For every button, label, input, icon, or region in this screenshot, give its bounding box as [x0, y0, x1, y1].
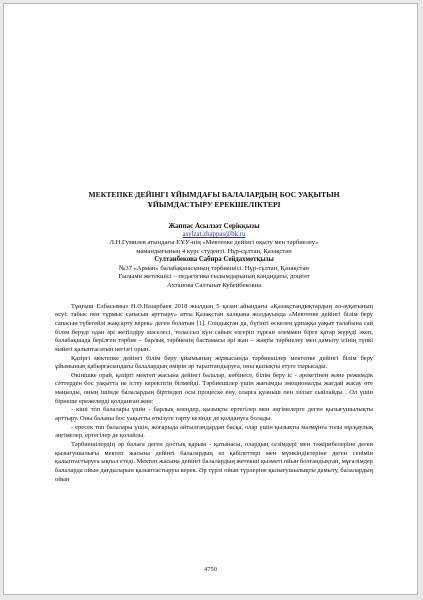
- body-text: [55, 303, 373, 485]
- document-content: [55, 190, 373, 484]
- title-line-2: ҰЙЫМДАСТЫРУ ЕРЕКШЕЛІКТЕРІ: [147, 200, 281, 209]
- affiliation-1-line-1: Л.Н.Гумилев атындағы ЕҰУ-нің «Мектепке дейінгі оқыту мен тәрбиелеу»: [109, 239, 319, 246]
- paragraph-2: Қазіргі мектепке дейінгі білім беру ұйымының жұмысында тәрбиешілер мектепке дейінгі білім беру ұйымының қабырғасындағы балалардың өмірін әр тараптандыруға, оны қызықты етуге тырысады.: [55, 354, 373, 371]
- paragraph-3: Өкінішке орай, қазіргі мектеп жасына дейінгі балалар, көбінесе, білім беру іс - әрекетінен және режимдік сәттерден бос уақытта не істеу керектігін білмейді. Тәрбиешілер үшін жағымды эмоционалды жағдай жасау өте маңызды, оның ішінде балалардың біртіндеп осы процеске ену, оларға қуаныш пен ләззат сыйлайды . Ол үшін бірнеше ережелерді қолданған жөн:: [55, 371, 373, 405]
- paragraph-4: - кіші топ балалары үшін - барлық өлеңдер, қызықты ертегілер мен әңгімелерге деген қызығушылықты арттыру. Оны баланы бос уақытты өткізуге тарту кезінде де қолдануға болады.: [55, 406, 373, 423]
- author-name-1: Жаппас Асылзат Серікқызы: [168, 222, 260, 230]
- affiliation-1-line-2: мамандығының 4 курс студенті. Нұр-сұлтан, Қазақстан: [136, 247, 292, 255]
- paragraph-6: Тәрбиешілердің әр балаға деген достық қарым - қатынасы, олардың сезімдері мен тәжірибелеріне деген қызығушылығы мектеп жасына дейінгі балалардың өз қабілеттері мен мүмкіндіктеріне деген сенімін қалыптастыруға ықпал етеді. Мектеп жасына дейінгі балалардың жетекші қызметі ойын болғандықтан, мұғалімдер балаларда ойын дағдыларын қалыптастыруы керек. Әр түрлі ойын түрлеріне қызығушылықты дамыту, балалардың ойын: [55, 441, 373, 483]
- page-number: 4750: [204, 566, 217, 573]
- affiliation-2-line-1: №37 «Арман» балабақшасының тәрбиешісі. Нұр-сұлтан, Қазақстан: [119, 264, 309, 272]
- author-email-link[interactable]: asylzat.zhappas@bk.ru: [182, 231, 246, 238]
- title-line-1: МЕКТЕПКЕ ДЕЙІНГІ ҰЙЫМДАҒЫ БАЛАЛАРДЫҢ БОС УАҚЫТЫН: [88, 190, 340, 199]
- paragraph-5: - ересек топ балалары үшін, жоғарыда айтылғандардан басқа, олар үшін қызықты мазмұнға толы нұсқаулық әңгімелер, ертегілер де қолайлы.: [55, 423, 373, 440]
- author-name-2: Султанбекова Сабира Сейдахметқызы: [154, 256, 274, 264]
- document-page: [3, 3, 418, 595]
- paper-title: [55, 190, 373, 210]
- affiliation-2-line-3: Ахтанова Салтанат Кубейбековна: [166, 281, 262, 289]
- paragraph-1: Тұңғыш Елбасымыз Н.Ә.Назарбаев 2018 жылдың 5 қазан айындағы «Қазақстандықтардың әл-ауқатының өсуі: табыс пен тұрмыс сапасын арттыру» атты Қазақстан халқына жолдауында «Мектепке дейінгі білім беру сапасын түбегейлі жақсарту керек» деген болатын [1]. Сондықтан да, бүгінгі өскелең ұрпаққа уақыт талабына сай білім беруді одан әрі жетілдіру мәселесі, толассыз күн сайын өзгеріп тұрған әлеммен бірге қатар жүруді әкеп, балабақшада берілген тәрбие – барлық тәрбиенің бастамасы әрі жан – жақты тәрбиелеу мен дамыту ісінің түпкі мәйегі қалыптасатын негізгі орын.: [55, 302, 373, 353]
- affiliation-2-line-2: Ғылыми жетекшісі – педагогика ғылымдарының кандидаты, доцент: [118, 273, 310, 281]
